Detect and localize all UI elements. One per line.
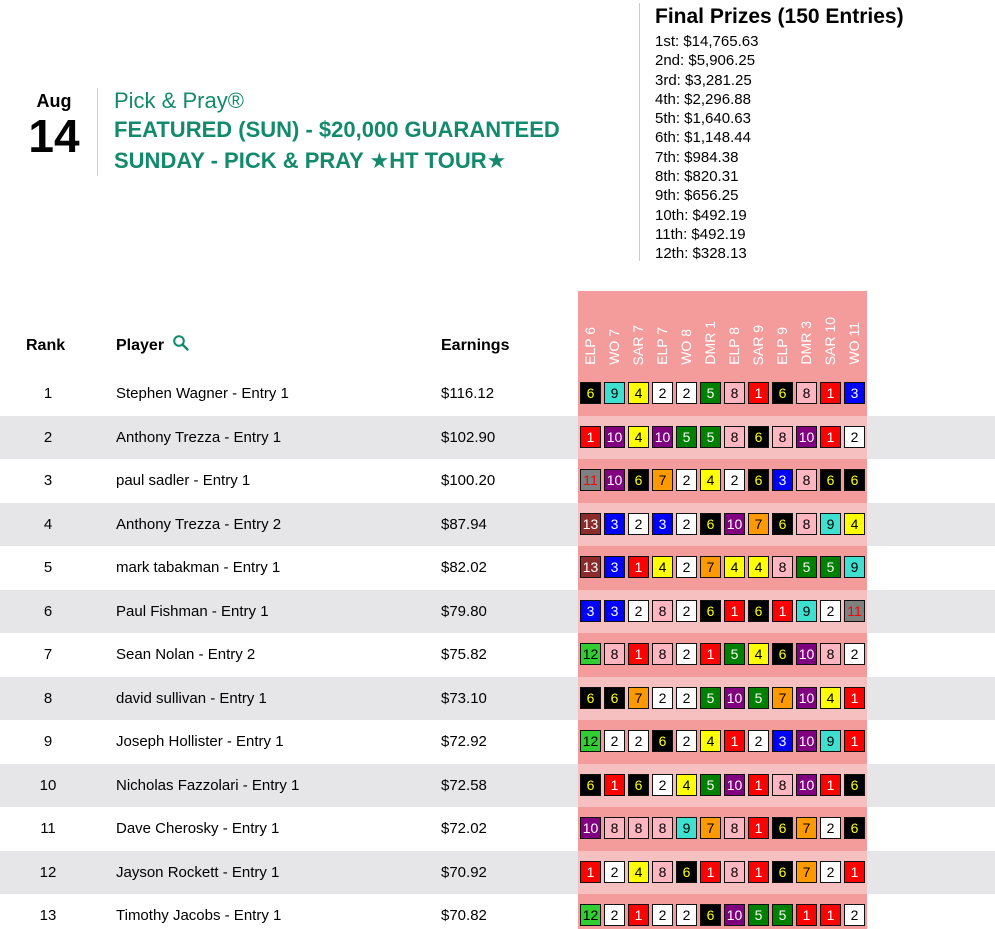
rank-cell: 9 bbox=[43, 733, 53, 750]
earnings-cell: $72.92 bbox=[441, 733, 487, 750]
pick-badge: 1 bbox=[820, 904, 841, 926]
pick-badge: 10 bbox=[724, 687, 745, 709]
pick-badge: 7 bbox=[748, 513, 769, 535]
picks-strip bbox=[578, 459, 867, 503]
race-header: WO 7 bbox=[606, 329, 622, 365]
player-header-label: Player bbox=[116, 337, 165, 354]
pick-badge: 1 bbox=[580, 426, 601, 448]
pick-badge: 6 bbox=[580, 687, 601, 709]
pick-badge: 4 bbox=[700, 469, 721, 491]
pick-badge: 6 bbox=[580, 382, 601, 404]
pick-badge: 8 bbox=[724, 382, 745, 404]
prize-divider bbox=[639, 3, 640, 261]
pick-badge: 1 bbox=[820, 774, 841, 796]
pick-badge: 8 bbox=[628, 817, 649, 839]
player-name-link[interactable]: david sullivan - Entry 1 bbox=[116, 689, 267, 707]
pick-badge: 2 bbox=[652, 904, 673, 926]
table-row[interactable] bbox=[0, 894, 995, 929]
rank-cell: 1 bbox=[43, 385, 53, 402]
pick-badge: 5 bbox=[796, 556, 817, 578]
pick-badge: 5 bbox=[820, 556, 841, 578]
prize-item: 11th: $492.19 bbox=[655, 225, 746, 243]
pick-badge: 8 bbox=[772, 426, 793, 448]
table-row[interactable] bbox=[0, 546, 995, 590]
pick-badge: 1 bbox=[748, 774, 769, 796]
earnings-cell: $70.82 bbox=[441, 907, 487, 924]
picks-strip bbox=[578, 633, 867, 677]
pick-badge: 9 bbox=[844, 556, 865, 578]
pick-badge: 10 bbox=[796, 730, 817, 752]
pick-badge: 2 bbox=[604, 904, 625, 926]
table-row[interactable] bbox=[0, 459, 995, 503]
pick-badge: 2 bbox=[820, 817, 841, 839]
earnings-cell: $75.82 bbox=[441, 646, 487, 663]
prize-item: 7th: $984.38 bbox=[655, 148, 739, 166]
pick-badge: 13 bbox=[580, 556, 601, 578]
pick-badge: 1 bbox=[844, 687, 865, 709]
earnings-cell: $72.58 bbox=[441, 776, 487, 794]
pick-badge: 8 bbox=[652, 600, 673, 622]
pick-badge: 4 bbox=[676, 774, 697, 796]
picks-strip bbox=[578, 894, 867, 929]
race-header: ELP 7 bbox=[654, 327, 670, 365]
pick-badge: 6 bbox=[772, 513, 793, 535]
pick-badge: 1 bbox=[844, 861, 865, 883]
pick-badge: 1 bbox=[772, 600, 793, 622]
pick-badge: 5 bbox=[724, 643, 745, 665]
pick-badge: 7 bbox=[796, 861, 817, 883]
player-name-link[interactable]: Anthony Trezza - Entry 1 bbox=[116, 428, 282, 446]
pick-badge: 4 bbox=[724, 556, 745, 578]
pick-badge: 1 bbox=[724, 730, 745, 752]
pick-badge: 1 bbox=[796, 904, 817, 926]
pick-badge: 6 bbox=[676, 861, 697, 883]
pick-badge: 10 bbox=[724, 774, 745, 796]
earnings-cell: $87.94 bbox=[441, 515, 487, 533]
picks-strip bbox=[578, 590, 867, 634]
pick-badge: 1 bbox=[748, 817, 769, 839]
rank-cell: 3 bbox=[43, 472, 53, 489]
pick-badge: 5 bbox=[772, 904, 793, 926]
pick-badge: 1 bbox=[700, 643, 721, 665]
pick-badge: 5 bbox=[748, 904, 769, 926]
picks-strip bbox=[578, 677, 867, 721]
player-name-link[interactable]: Dave Cherosky - Entry 1 bbox=[116, 820, 280, 837]
pick-badge: 8 bbox=[604, 817, 625, 839]
pick-badge: 2 bbox=[652, 774, 673, 796]
rank-cell: 8 bbox=[43, 689, 53, 707]
pick-badge: 7 bbox=[700, 817, 721, 839]
pick-badge: 8 bbox=[652, 817, 673, 839]
player-name-link[interactable]: Anthony Trezza - Entry 2 bbox=[116, 515, 282, 533]
pick-badge: 3 bbox=[604, 513, 625, 535]
pick-badge: 8 bbox=[820, 643, 841, 665]
pick-badge: 8 bbox=[724, 817, 745, 839]
table-row[interactable] bbox=[0, 416, 995, 460]
pick-badge: 10 bbox=[796, 774, 817, 796]
event-subtitle: Pick & Pray® bbox=[114, 88, 244, 113]
player-name-link[interactable]: Sean Nolan - Entry 2 bbox=[116, 646, 256, 663]
pick-badge: 2 bbox=[604, 861, 625, 883]
pick-badge: 6 bbox=[700, 513, 721, 535]
pick-badge: 6 bbox=[772, 382, 793, 404]
player-name-link[interactable]: Stephen Wagner - Entry 1 bbox=[116, 385, 289, 402]
pick-badge: 13 bbox=[580, 513, 601, 535]
table-row[interactable] bbox=[0, 851, 995, 895]
rank-cell: 2 bbox=[43, 428, 53, 446]
pick-badge: 6 bbox=[748, 469, 769, 491]
race-header: SAR 9 bbox=[750, 324, 766, 365]
player-header bbox=[116, 336, 190, 356]
rank-cell: 10 bbox=[39, 776, 57, 794]
pick-badge: 2 bbox=[652, 687, 673, 709]
race-header: WO 8 bbox=[678, 329, 694, 365]
pick-badge: 6 bbox=[748, 426, 769, 448]
pick-badge: 10 bbox=[796, 687, 817, 709]
pick-badge: 4 bbox=[628, 382, 649, 404]
rank-cell: 11 bbox=[40, 820, 56, 837]
race-header: SAR 10 bbox=[822, 316, 838, 365]
pick-badge: 1 bbox=[628, 643, 649, 665]
earnings-cell: $72.02 bbox=[441, 820, 487, 837]
pick-badge: 2 bbox=[604, 730, 625, 752]
pick-badge: 1 bbox=[700, 861, 721, 883]
rank-cell: 13 bbox=[39, 907, 57, 924]
pick-badge: 2 bbox=[844, 904, 865, 926]
pick-badge: 2 bbox=[676, 469, 697, 491]
player-name-link[interactable]: Paul Fishman - Entry 1 bbox=[116, 602, 269, 620]
player-name-link[interactable]: Jayson Rockett - Entry 1 bbox=[116, 863, 280, 881]
picks-strip bbox=[578, 807, 867, 851]
earnings-cell: $116.12 bbox=[441, 385, 495, 402]
table-row[interactable] bbox=[0, 720, 995, 764]
pick-badge: 5 bbox=[676, 426, 697, 448]
pick-badge: 8 bbox=[604, 643, 625, 665]
pick-badge: 8 bbox=[652, 861, 673, 883]
race-header: DMR 3 bbox=[798, 321, 814, 365]
pick-badge: 2 bbox=[676, 600, 697, 622]
pick-badge: 2 bbox=[820, 861, 841, 883]
event-date bbox=[22, 90, 86, 162]
pick-badge: 2 bbox=[844, 643, 865, 665]
pick-badge: 10 bbox=[796, 643, 817, 665]
player-name-link[interactable]: Joseph Hollister - Entry 1 bbox=[116, 733, 284, 750]
pick-badge: 3 bbox=[772, 469, 793, 491]
pick-badge: 5 bbox=[700, 426, 721, 448]
pick-badge: 2 bbox=[724, 469, 745, 491]
pick-badge: 6 bbox=[772, 817, 793, 839]
pick-badge: 5 bbox=[700, 687, 721, 709]
search-icon[interactable] bbox=[172, 334, 190, 352]
pick-badge: 3 bbox=[844, 382, 865, 404]
pick-badge: 8 bbox=[772, 556, 793, 578]
pick-badge: 2 bbox=[676, 730, 697, 752]
pick-badge: 6 bbox=[748, 600, 769, 622]
pick-badge: 8 bbox=[796, 382, 817, 404]
earnings-cell: $102.90 bbox=[441, 428, 496, 446]
pick-badge: 9 bbox=[820, 513, 841, 535]
pick-badge: 8 bbox=[724, 861, 745, 883]
pick-badge: 7 bbox=[700, 556, 721, 578]
prize-item: 9th: $656.25 bbox=[655, 187, 739, 205]
event-title-line1: FEATURED (SUN) - $20,000 GUARANTEED bbox=[114, 117, 560, 142]
pick-badge: 2 bbox=[676, 687, 697, 709]
rank-cell: 12 bbox=[39, 863, 57, 881]
pick-badge: 12 bbox=[580, 643, 601, 665]
pick-badge: 1 bbox=[628, 556, 649, 578]
pick-badge: 2 bbox=[676, 556, 697, 578]
player-name-link[interactable]: Timothy Jacobs - Entry 1 bbox=[116, 907, 282, 924]
prize-item: 8th: $820.31 bbox=[655, 168, 739, 186]
pick-badge: 8 bbox=[796, 513, 817, 535]
pick-badge: 3 bbox=[604, 600, 625, 622]
picks-strip bbox=[578, 503, 867, 547]
pick-badge: 4 bbox=[820, 687, 841, 709]
race-headers bbox=[578, 291, 867, 371]
table-row[interactable] bbox=[0, 764, 995, 808]
prize-item: 1st: $14,765.63 bbox=[655, 33, 759, 50]
table-row[interactable] bbox=[0, 372, 995, 416]
pick-badge: 9 bbox=[676, 817, 697, 839]
pick-badge: 4 bbox=[628, 426, 649, 448]
table-row[interactable] bbox=[0, 677, 995, 721]
pick-badge: 1 bbox=[604, 774, 625, 796]
prize-list bbox=[655, 32, 904, 264]
pick-badge: 7 bbox=[796, 817, 817, 839]
pick-badge: 8 bbox=[724, 426, 745, 448]
picks-strip bbox=[578, 546, 867, 590]
picks-strip bbox=[578, 720, 867, 764]
pick-badge: 10 bbox=[604, 426, 625, 448]
pick-badge: 7 bbox=[652, 469, 673, 491]
player-name-link[interactable]: Nicholas Fazzolari - Entry 1 bbox=[116, 776, 300, 794]
event-title-block bbox=[114, 88, 560, 176]
race-header: ELP 9 bbox=[774, 327, 790, 365]
earnings-cell: $82.02 bbox=[441, 559, 487, 576]
pick-badge: 5 bbox=[700, 774, 721, 796]
pick-badge: 1 bbox=[820, 426, 841, 448]
rank-cell: 4 bbox=[43, 515, 53, 533]
pick-badge: 11 bbox=[844, 600, 865, 622]
pick-badge: 2 bbox=[628, 600, 649, 622]
picks-strip bbox=[578, 764, 867, 808]
pick-badge: 6 bbox=[700, 904, 721, 926]
pick-badge: 6 bbox=[844, 469, 865, 491]
pick-badge: 10 bbox=[724, 904, 745, 926]
earnings-cell: $79.80 bbox=[441, 602, 487, 620]
pick-badge: 12 bbox=[580, 730, 601, 752]
pick-badge: 5 bbox=[700, 382, 721, 404]
earnings-header: Earnings bbox=[441, 337, 510, 354]
pick-badge: 2 bbox=[676, 382, 697, 404]
pick-badge: 8 bbox=[652, 643, 673, 665]
final-prizes bbox=[655, 5, 904, 264]
prize-item: 4th: $2,296.88 bbox=[655, 90, 751, 108]
pick-badge: 2 bbox=[676, 643, 697, 665]
table-row[interactable] bbox=[0, 503, 995, 547]
rank-cell: 7 bbox=[43, 646, 53, 663]
picks-strip bbox=[578, 851, 867, 895]
pick-badge: 7 bbox=[628, 687, 649, 709]
race-header: DMR 1 bbox=[702, 321, 718, 365]
pick-badge: 4 bbox=[652, 556, 673, 578]
pick-badge: 10 bbox=[580, 817, 601, 839]
race-header: ELP 6 bbox=[582, 327, 598, 365]
prize-item: 5th: $1,640.63 bbox=[655, 110, 751, 128]
pick-badge: 9 bbox=[820, 730, 841, 752]
pick-badge: 5 bbox=[748, 687, 769, 709]
pick-badge: 2 bbox=[628, 513, 649, 535]
pick-badge: 2 bbox=[628, 730, 649, 752]
pick-badge: 2 bbox=[844, 426, 865, 448]
earnings-cell: $73.10 bbox=[441, 689, 487, 707]
pick-badge: 6 bbox=[820, 469, 841, 491]
rank-cell: 5 bbox=[43, 559, 53, 576]
pick-badge: 1 bbox=[628, 904, 649, 926]
race-header: WO 11 bbox=[846, 322, 862, 365]
prize-item: 2nd: $5,906.25 bbox=[655, 52, 756, 70]
player-name-link[interactable]: paul sadler - Entry 1 bbox=[116, 472, 251, 489]
earnings-cell: $100.20 bbox=[441, 472, 496, 489]
pick-badge: 12 bbox=[580, 904, 601, 926]
pick-badge: 2 bbox=[820, 600, 841, 622]
pick-badge: 3 bbox=[604, 556, 625, 578]
pick-badge: 1 bbox=[724, 600, 745, 622]
pick-badge: 10 bbox=[724, 513, 745, 535]
pick-badge: 8 bbox=[796, 469, 817, 491]
pick-badge: 4 bbox=[628, 861, 649, 883]
table-row[interactable] bbox=[0, 807, 995, 851]
prize-item: 10th: $492.19 bbox=[655, 206, 747, 224]
race-header: SAR 7 bbox=[630, 324, 646, 365]
rank-header: Rank bbox=[26, 337, 66, 354]
leaderboard-rows bbox=[0, 372, 995, 929]
pick-badge: 7 bbox=[772, 687, 793, 709]
pick-badge: 1 bbox=[844, 730, 865, 752]
pick-badge: 10 bbox=[796, 426, 817, 448]
pick-badge: 6 bbox=[844, 817, 865, 839]
pick-badge: 2 bbox=[676, 513, 697, 535]
pick-badge: 6 bbox=[844, 774, 865, 796]
pick-badge: 1 bbox=[748, 861, 769, 883]
race-header: ELP 8 bbox=[726, 327, 742, 365]
pick-badge: 6 bbox=[628, 469, 649, 491]
pick-badge: 6 bbox=[604, 687, 625, 709]
pick-badge: 6 bbox=[628, 774, 649, 796]
date-divider bbox=[97, 88, 98, 176]
table-row[interactable] bbox=[0, 590, 995, 634]
table-row[interactable] bbox=[0, 633, 995, 677]
player-name-link[interactable]: mark tabakman - Entry 1 bbox=[116, 559, 281, 576]
pick-badge: 4 bbox=[700, 730, 721, 752]
pick-badge: 2 bbox=[652, 382, 673, 404]
rank-cell: 6 bbox=[43, 602, 53, 620]
pick-badge: 3 bbox=[772, 730, 793, 752]
prize-item: 6th: $1,148.44 bbox=[655, 129, 751, 147]
event-day: 14 bbox=[28, 110, 80, 162]
event-month: Aug bbox=[36, 91, 72, 111]
pick-badge: 6 bbox=[700, 600, 721, 622]
pick-badge: 9 bbox=[604, 382, 625, 404]
earnings-cell: $70.92 bbox=[441, 863, 487, 881]
pick-badge: 3 bbox=[580, 600, 601, 622]
pick-badge: 1 bbox=[580, 861, 601, 883]
event-title-line2: SUNDAY - PICK & PRAY ★HT TOUR★ bbox=[114, 148, 507, 173]
pick-badge: 8 bbox=[772, 774, 793, 796]
pick-badge: 6 bbox=[652, 730, 673, 752]
pick-badge: 6 bbox=[772, 861, 793, 883]
pick-badge: 10 bbox=[652, 426, 673, 448]
pick-badge: 4 bbox=[748, 556, 769, 578]
pick-badge: 1 bbox=[820, 382, 841, 404]
pick-badge: 11 bbox=[580, 469, 601, 491]
pick-badge: 4 bbox=[844, 513, 865, 535]
pick-badge: 3 bbox=[652, 513, 673, 535]
final-prizes-title: Final Prizes (150 Entries) bbox=[655, 5, 904, 28]
picks-strip bbox=[578, 372, 867, 416]
pick-badge: 6 bbox=[772, 643, 793, 665]
pick-badge: 2 bbox=[748, 730, 769, 752]
picks-strip bbox=[578, 416, 867, 460]
pick-badge: 2 bbox=[676, 904, 697, 926]
pick-badge: 10 bbox=[604, 469, 625, 491]
pick-badge: 9 bbox=[796, 600, 817, 622]
pick-badge: 6 bbox=[580, 774, 601, 796]
pick-badge: 4 bbox=[748, 643, 769, 665]
pick-badge: 1 bbox=[748, 382, 769, 404]
prize-item: 3rd: $3,281.25 bbox=[655, 71, 752, 89]
prize-item: 12th: $328.13 bbox=[655, 245, 747, 263]
